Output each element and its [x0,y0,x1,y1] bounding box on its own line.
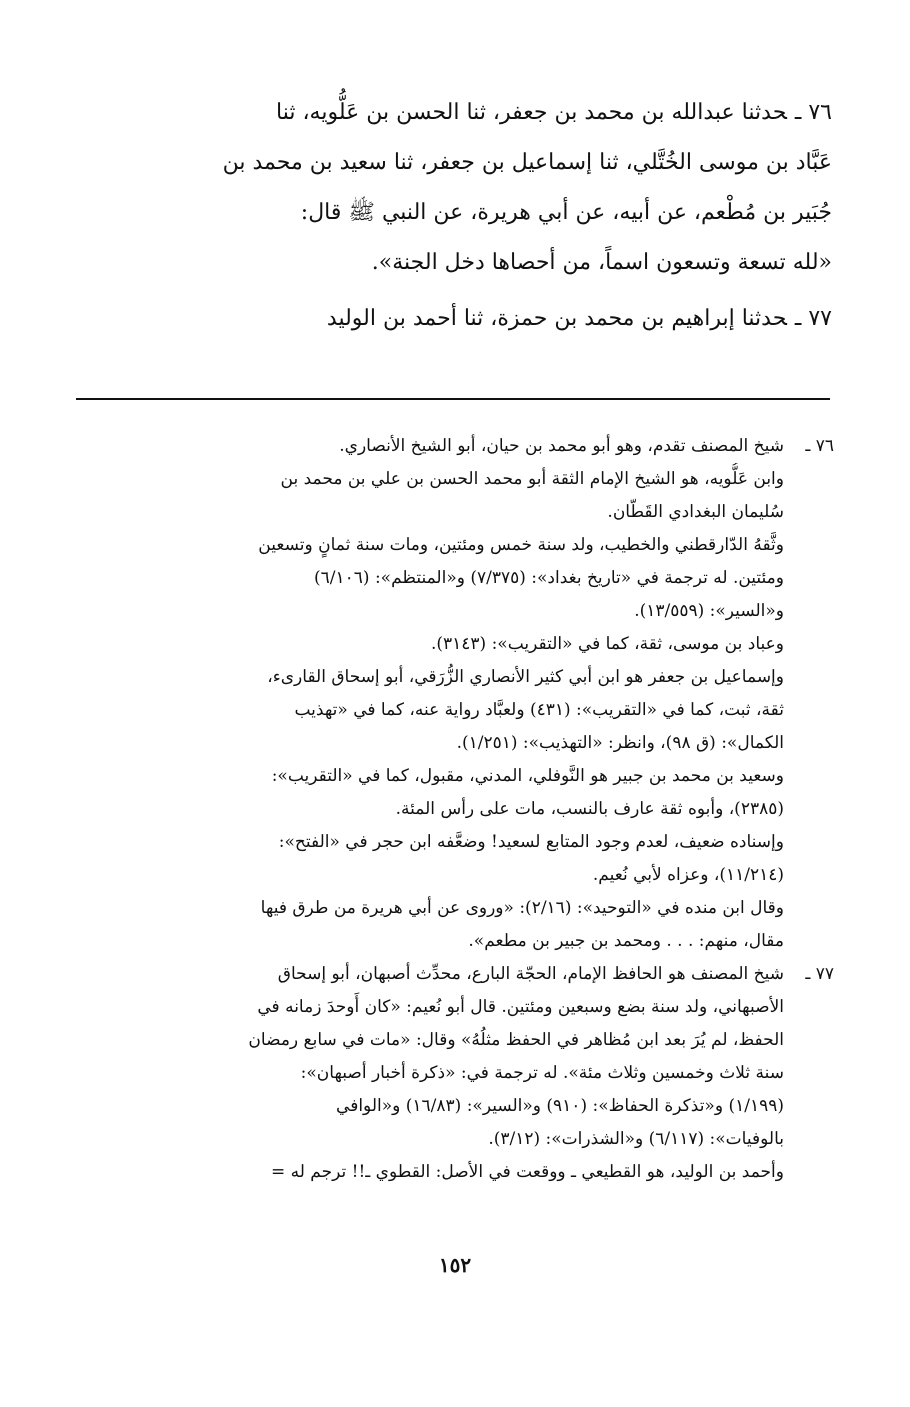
footnote-line: (١/١٩٩) و«تذكرة الحفاظ»: (٩١٠) و«السير»: (١٦/٨٣) و«الوافي [336,1096,784,1116]
footnote-line: بالوفيات»: (٦/١١٧) و«الشذرات»: (٣/١٢). [488,1129,784,1149]
footnote-line: وإسماعيل بن جعفر هو ابن أبي كثير الأنصاري الزُّرَقي، أبو إسحاق القارىء، [267,667,784,687]
main-text [78,88,832,344]
main-text-line [78,238,832,288]
footnote-line: مقال، منهم: . . . ومحمد بن جبير بن مطعم». [468,931,784,951]
footnote-line: الكمال»: (ق ٩٨)، وانظر: «التهذيب»: (١/٢٥١). [456,733,784,753]
main-text-line [78,294,832,344]
footnote-line: (١١/٢١٤)، وعزاه لأبي نُعيم. [592,865,784,885]
hadith-number: ٧٦ ـ [794,100,832,125]
footnote-number: ٧٦ ـ [805,436,834,456]
hadith-text: حدثنا عبدالله بن محمد بن جعفر، ثنا الحسن بن عَلُّويه، ثنا [275,100,787,125]
hadith-text: «لله تسعة وتسعون اسماً، من أحصاها دخل الجنة». [371,250,832,275]
footnote-line: وعباد بن موسى، ثقة، كما في «التقريب»: (٣١٤٣). [430,634,784,654]
footnote-line: سنة ثلاث وخمسين وثلاث مئة». له ترجمة في: «ذكرة أخبار أصبهان»: [300,1063,784,1083]
footnote-line: ومئتين. له ترجمة في «تاريخ بغداد»: (٧/٣٧٥) و«المنتظم»: (٦/١٠٦) [314,568,784,588]
footnote-line: وأحمد بن الوليد، هو القطيعي ـ ووقعت في الأصل: القطوي ـ!! ترجم له = [270,1162,784,1182]
footnote [70,958,834,1189]
hadith-number: ٧٧ ـ [794,306,832,331]
hadith-text: جُبَير بن مُطْعم، عن أبيه، عن أبي هريرة، عن النبي ﷺ قال: [300,200,832,225]
footnote-line: و«السير»: (١٣/٥٥٩). [634,601,784,621]
footnote-line: وقال ابن منده في «التوحيد»: (٢/١٦): «وروى عن أبي هريرة من طرق فيها [260,898,784,918]
main-text-line [78,188,832,238]
footnotes [70,430,834,1189]
page-number: ١٥٢ [438,1253,472,1277]
footnote [70,430,834,958]
footnote-line: (٢٣٨٥)، وأبوه ثقة عارف بالنسب، مات على رأس المئة. [395,799,784,819]
footnote-line: شيخ المصنف هو الحافظ الإمام، الحجّة البارع، محدِّث أصبهان، أبو إسحاق [277,964,784,984]
footnote-line: وثَّقهُ الدّارقطني والخطيب، ولد سنة خمس ومئتين، ومات سنة ثمانٍ وتسعين [258,535,784,555]
footnote-line: شيخ المصنف تقدم، وهو أبو محمد بن حيان، أبو الشيخ الأنصاري. [339,436,784,456]
footnote-divider [76,398,830,400]
hadith-text: عَبَّاد بن موسى الخُتَّلي، ثنا إسماعيل بن جعفر، ثنا سعيد بن محمد بن [222,150,832,175]
footnote-line: الحفظ، لم يُرَ بعد ابن مُظاهر في الحفظ مثلُهُ» وقال: «مات في سابع رمضان [248,1030,784,1050]
hadith-text: حدثنا إبراهيم بن محمد بن حمزة، ثنا أحمد بن الوليد [326,306,787,331]
footnote-line: الأصبهاني، ولد سنة بضع وسبعين ومئتين. قال أبو نُعيم: «كان أَوحدَ زمانه في [257,997,784,1017]
main-text-line [78,138,832,188]
footnote-line: ثقة، ثبت، كما في «التقريب»: (٤٣١) ولعبَّاد رواية عنه، كما في «تهذيب [294,700,784,720]
footnote-number: ٧٧ ـ [805,964,834,984]
footnote-line: سُليمان البغدادي القَطّان. [607,502,784,522]
footnote-line: وسعيد بن محمد بن جبير هو النَّوفلي، المدني، مقبول، كما في «التقريب»: [271,766,784,786]
main-text-line [78,88,832,138]
footnote-line: وابن عَلُّويه، هو الشيخ الإمام الثقة أبو محمد الحسن بن علي بن محمد بن [280,469,784,489]
footnote-line: وإسناده ضعيف، لعدم وجود المتابع لسعيد! وضعَّفه ابن حجر في «الفتح»: [278,832,784,852]
